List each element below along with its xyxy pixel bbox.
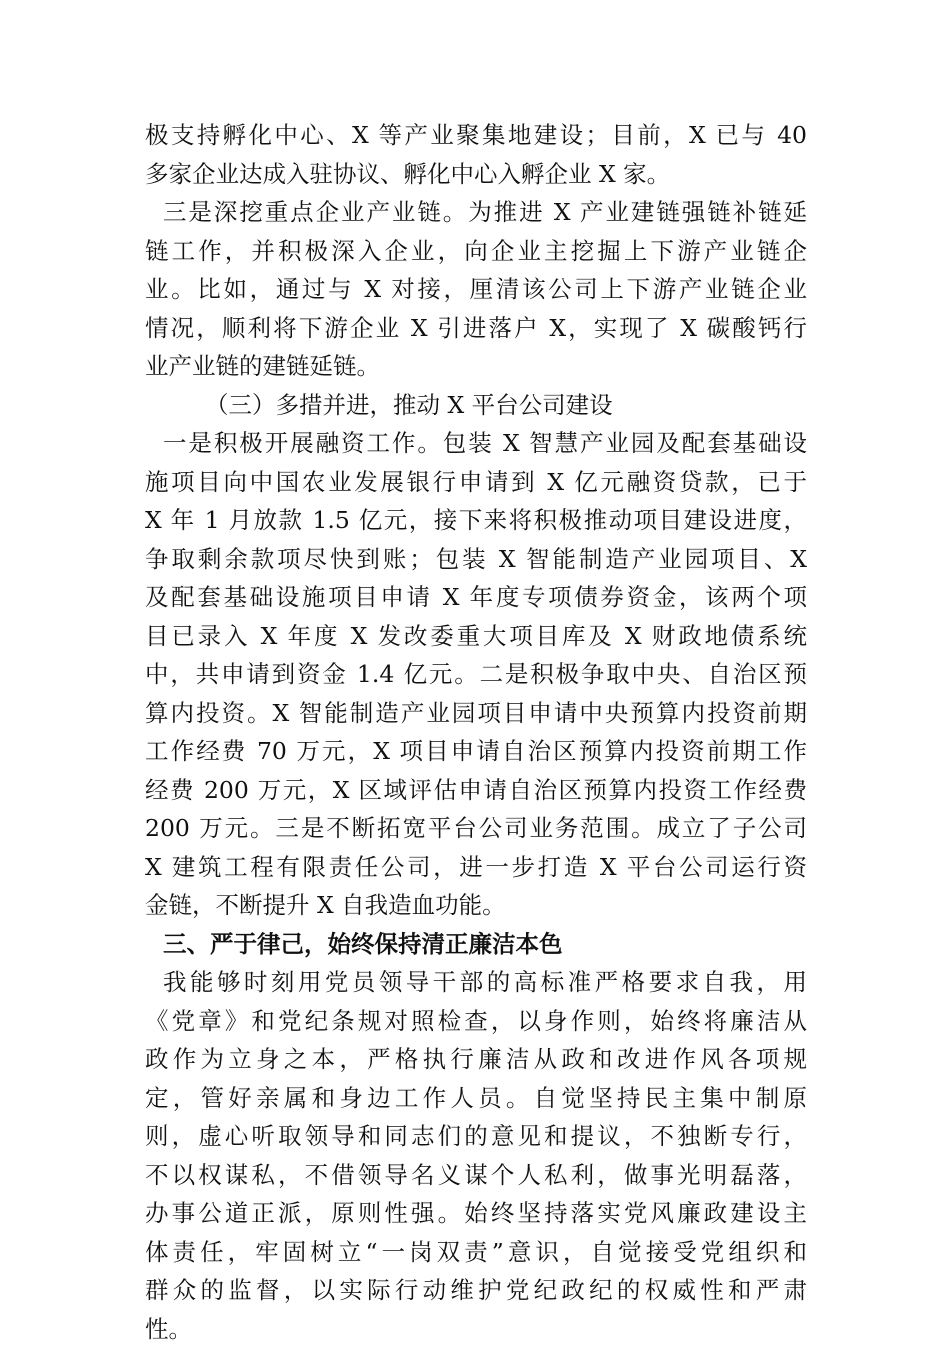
document-body [145,116,807,1348]
text-line: 及配套基础设施项目申请 X 年度专项债券资金，该两个项 [145,578,807,617]
text-line: 体责任，牢固树立“一岗双责”意识，自觉接受党组织和 [145,1233,807,1272]
text-line: 一是积极开展融资工作。包装 X 智慧产业园及配套基础设 [145,424,807,463]
text-line: 多家企业达成入驻协议、孵化中心入孵企业 X 家。 [145,155,807,194]
paragraph-financing [145,424,807,925]
text-line: 中，共申请到资金 1.4 亿元。二是积极争取中央、自治区预 [145,655,807,694]
text-line: 情况，顺利将下游企业 X 引进落户 X，实现了 X 碳酸钙行 [145,309,807,348]
subheading-platform-company: （三）多措并进，推动 X 平台公司建设 [145,386,807,425]
text-line: 目已录入 X 年度 X 发改委重大项目库及 X 财政地债系统 [145,617,807,656]
text-line: 链工作，并积极深入企业，向企业主挖掘上下游产业链企 [145,232,807,271]
text-line: 业。比如，通过与 X 对接，厘清该公司上下游产业链企业 [145,270,807,309]
section-subheading [145,386,807,425]
text-line: 办事公道正派，原则性强。始终坚持落实党风廉政建设主 [145,1194,807,1233]
text-line: 金链，不断提升 X 自我造血功能。 [145,886,807,925]
text-line: 三是深挖重点企业产业链。为推进 X 产业建链强链补链延 [145,193,807,232]
section-heading [145,925,807,964]
heading-integrity: 三、严于律己，始终保持清正廉洁本色 [145,925,807,964]
text-line: 政作为立身之本，严格执行廉洁从政和改进作风各项规 [145,1040,807,1079]
text-line: 不以权谋私，不借领导名义谋个人私利，做事光明磊落， [145,1156,807,1195]
text-line: 性。 [145,1310,807,1348]
text-line: 我能够时刻用党员领导干部的高标准严格要求自我，用 [145,963,807,1002]
paragraph-integrity [145,963,807,1348]
text-line: 业产业链的建链延链。 [145,347,807,386]
paragraph-industry-chain [145,193,807,386]
text-line: 200 万元。三是不断拓宽平台公司业务范围。成立了子公司 [145,809,807,848]
text-line: 经费 200 万元，X 区域评估申请自治区预算内投资工作经费 [145,771,807,810]
text-line: 则，虚心听取领导和同志们的意见和提议，不独断专行， [145,1117,807,1156]
paragraph-incubation [145,116,807,193]
text-line: 争取剩余款项尽快到账；包装 X 智能制造产业园项目、X [145,540,807,579]
text-line: 工作经费 70 万元，X 项目申请自治区预算内投资前期工作 [145,732,807,771]
text-line: 《党章》和党纪条规对照检查，以身作则，始终将廉洁从 [145,1002,807,1041]
text-line: X 建筑工程有限责任公司，进一步打造 X 平台公司运行资 [145,848,807,887]
text-line: 群众的监督，以实际行动维护党纪政纪的权威性和严肃 [145,1271,807,1310]
text-line: 施项目向中国农业发展银行申请到 X 亿元融资贷款，已于 [145,463,807,502]
text-line: 定，管好亲属和身边工作人员。自觉坚持民主集中制原 [145,1079,807,1118]
text-line: 极支持孵化中心、X 等产业聚集地建设；目前，X 已与 40 [145,116,807,155]
text-line: 算内投资。X 智能制造产业园项目申请中央预算内投资前期 [145,694,807,733]
text-line: X 年 1 月放款 1.5 亿元，接下来将积极推动项目建设进度， [145,501,807,540]
